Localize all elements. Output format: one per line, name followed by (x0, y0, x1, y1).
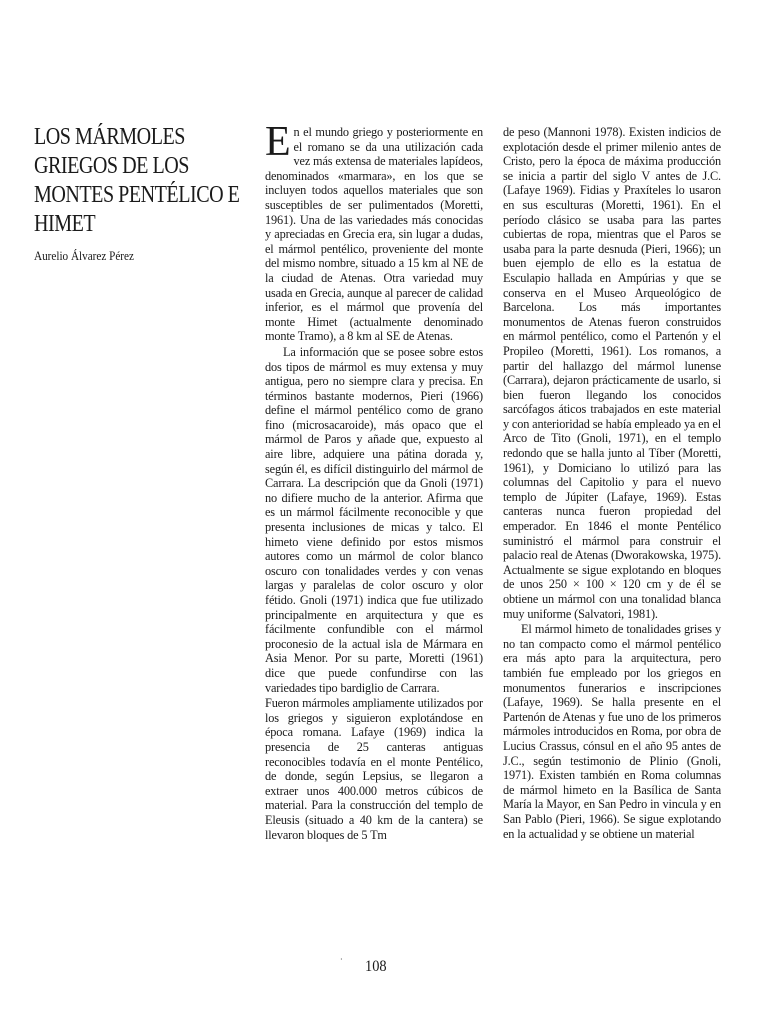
paragraph-text: n el mundo griego y posteriormente en el romano se da una utilización cada vez más extensa de materiales lapídeos, denominados «marmara», en los que se incluyen todos aquellos materiales que son susceptibles de ser pulimentados (Moretti, 1961). Una de las variedades más conocidas y apreciadas en Grecia era, sin lugar a dudas, el mármol pentélico, proveniente del monte del mismo nombre, situado a 15 km al NE de la ciudad de Atenas. Otra variedad muy usada en Grecia, aunque al parecer de calidad inferior, es el mármol que provenía del monte Himet (actualmente denominado monte Tramo), a 8 km al SE de Atenas. (265, 125, 483, 344)
text-column-left (265, 119, 483, 842)
title-line: GRIEGOS DE LOS (34, 152, 189, 179)
paragraph (265, 119, 483, 344)
text-column-right (503, 125, 721, 841)
author-name: Aurelio Álvarez Pérez (34, 248, 134, 263)
title-line: LOS MÁRMOLES (34, 123, 185, 150)
paragraph: Fueron mármoles ampliamente utilizados por los griegos y siguieron explotándose en época romana. Lafaye (1969) indica la presencia de 25 canteras antiguas reconocibles todavía en el monte Pentélico, de donde, según Lepsius, se llegaron a extraer unos 400.000 metros cúbicos de material. Para la construcción del templo de Eleusis (situado a 40 km de la cantera) se llevaron bloques de 5 Tm (265, 696, 483, 842)
drop-cap: E (265, 119, 291, 165)
title-line: MONTES PENTÉLICO E (34, 181, 240, 208)
page-number: 108 (365, 958, 387, 975)
paragraph: El mármol himeto de tonalidades grises y no tan compacto como el mármol pentélico era más apto para la arquitectura, pero también fue empleado por los griegos en monumentos funerarios e inscripciones (Lafaye, 1969). Se halla presente en el Partenón de Atenas y fue uno de los primeros mármoles introducidos en Roma, por obra de Lucius Crassus, cónsul en el año 95 antes de J.C., según testimonio de Plinio (Gnoli, 1971). Existen también en Roma columnas de mármol himeto en la Basílica de Santa María la Mayor, en San Pedro in vincula y en San Pablo (Pieri, 1966). Se sigue explotando en la actualidad y se obtiene un material (503, 622, 721, 841)
article-title (34, 122, 239, 238)
paragraph: de peso (Mannoni 1978). Existen indicios de explotación desde el primer milenio antes de Cristo, pero la época de máxima producción se inicia a partir del siglo V antes de J.C. (Lafaye 1969). Fidias y Praxíteles lo usaron en sus esculturas (Moretti, 1961). En el período clásico se usaba para las partes cubiertas de ropa, mientras que el Paros se usaba para la parte desnuda (Pieri, 1966); un buen ejemplo de ello es la estatua de Esculapio hallada en Ampúrias y que se conserva en el Museo Arqueológico de Barcelona. Los más importantes monumentos de Atenas fueron construidos en mármol pentélico, como el Partenón y el Propileo (Moretti, 1961). Los romanos, a partir del hallazgo del mármol lunense (Carrara), dejaron prácticamente de usarlo, si bien fueron llegando los conocidos sarcófagos áticos trabajados en este material y con anterioridad se había empleado ya en el Arco de Tito (Gnoli, 1971), en el templo redondo que se halla junto al Tíber (Moretti, 1961), y Domiciano lo utilizó para las columnas del Capitolio y para el nuevo templo de Júpiter (Lafaye, 1969). Estas canteras nunca fueron propiedad del emperador. En 1846 el monte Pentélico suministró el mármol para construir el palacio real de Atenas (Dworakowska, 1975). Actualmente se sigue explotando en bloques de unos 250 × 100 × 120 cm y de él se obtiene un mármol con una tonalidad blanca muy uniforme (Salvatori, 1981). (503, 125, 721, 621)
decorative-dot: · (340, 955, 343, 964)
title-line: HIMET (34, 210, 96, 237)
paragraph: La información que se posee sobre estos dos tipos de mármol es muy extensa y muy antigua, pero no siempre clara y precisa. En términos bastante modernos, Pieri (1966) define el mármol pentélico como de grano fino (microsacaroide), más opaco que el mármol de Paros y añade que, expuesto al aire libre, adquiere una pátina dorada y, según él, es difícil distinguirlo del mármol de Carrara. La descripción que da Gnoli (1971) no difiere mucho de la anterior. Afirma que es un mármol fácilmente reconocible y que presenta inclusiones de micas y talco. El himeto viene definido por estos mismos autores como un mármol de color blanco oscuro con tonalidades verdes y con venas largas y paralelas de color oscuro y olor fétido. Gnoli (1971) indica que fue utilizado principalmente en arquitectura y que es fácilmente confundible con el mármol proconesio de la actual isla de Mármara en Asia Menor. Por su parte, Moretti (1961) dice que puede confundirse con las variedades tipo bardiglio de Carrara. (265, 344, 483, 695)
